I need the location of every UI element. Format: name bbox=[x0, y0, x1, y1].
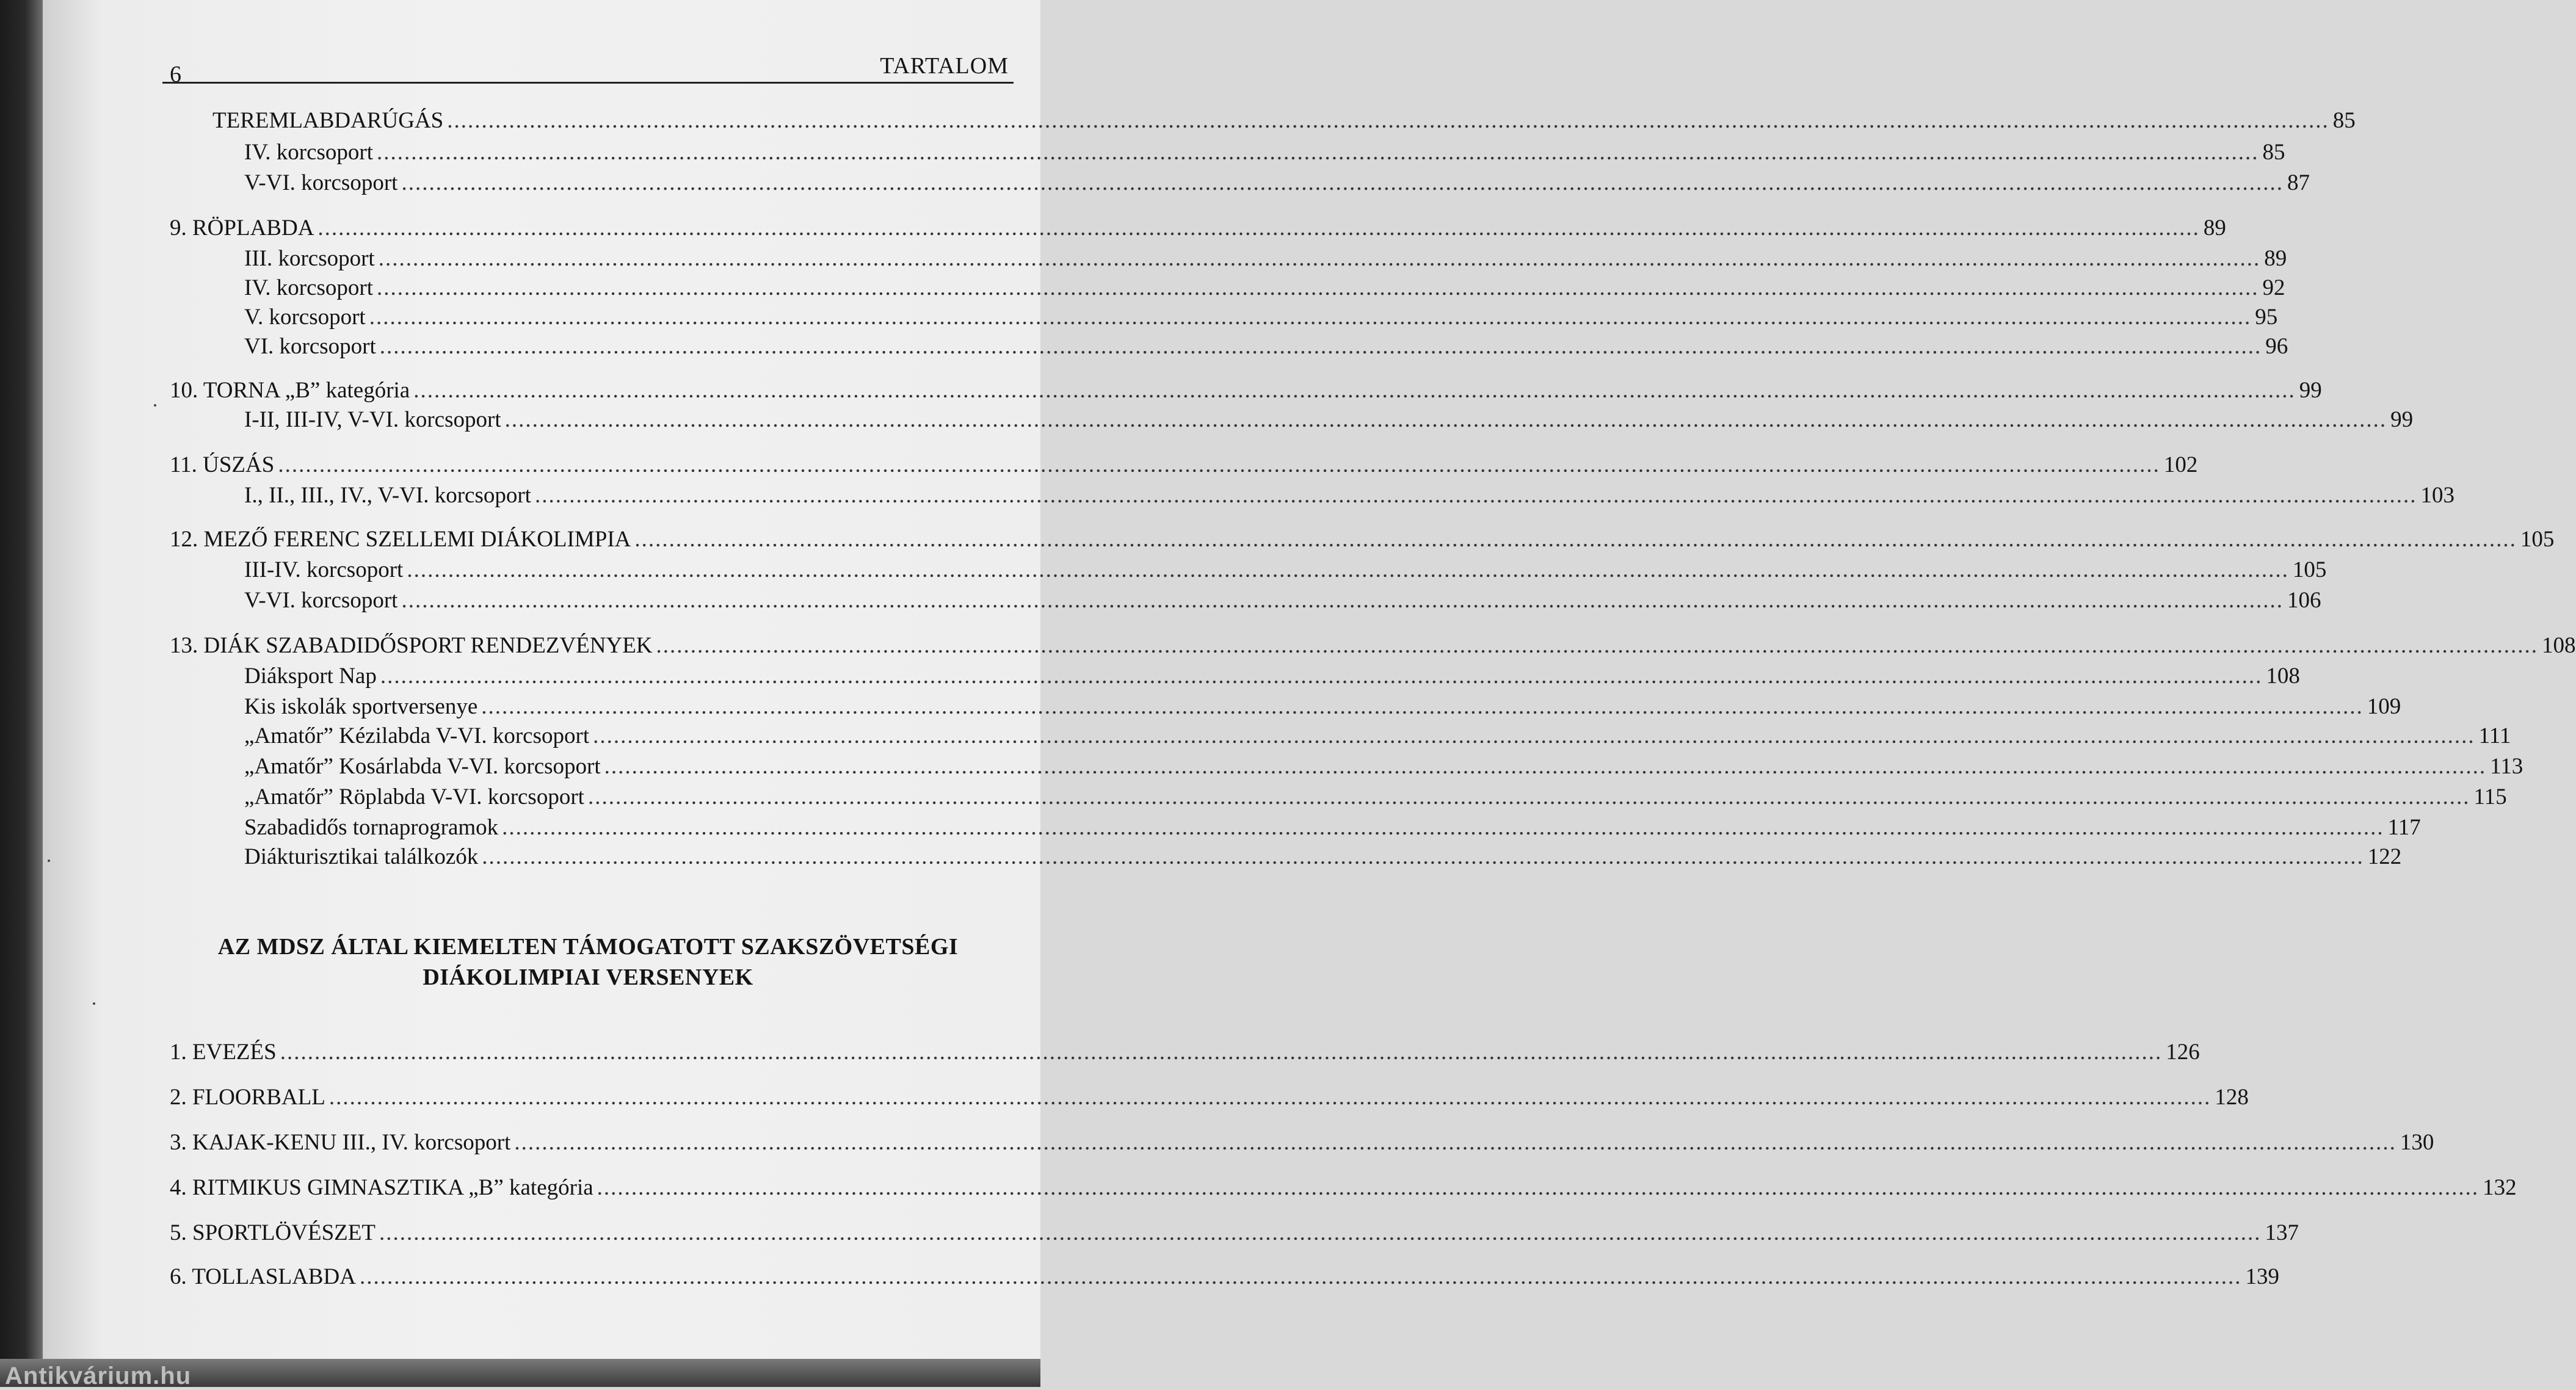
paper-speck bbox=[154, 404, 156, 407]
leader-dots: .................................................................................................................................................................................................................................................................................. bbox=[359, 1264, 2242, 1289]
book-spine-shadow bbox=[0, 0, 43, 1387]
toc-page: 122 bbox=[2367, 844, 2402, 869]
section-heading-line2: DIÁKOLIMPIAI VERSENYEK bbox=[423, 965, 753, 990]
toc-page: 99 bbox=[2299, 378, 2322, 403]
toc-label: V-VI. korcsoport bbox=[244, 588, 398, 613]
toc-entry bbox=[244, 245, 2287, 272]
toc-page: 89 bbox=[2203, 215, 2226, 241]
leader-dots: .................................................................................................................................................................................................................................................................................. bbox=[280, 1040, 2163, 1065]
leader-dots: .................................................................................................................................................................................................................................................................................. bbox=[378, 246, 2261, 271]
toc-label: Diákturisztikai találkozók bbox=[244, 844, 479, 869]
toc-entry bbox=[170, 452, 2198, 479]
toc-label: IV. korcsoport bbox=[244, 140, 374, 165]
toc-label: 11. ÚSZÁS bbox=[170, 452, 275, 477]
leader-dots: .................................................................................................................................................................................................................................................................................. bbox=[328, 1085, 2211, 1110]
toc-page: 108 bbox=[2542, 633, 2576, 658]
leader-dots: .................................................................................................................................................................................................................................................................................. bbox=[377, 140, 2259, 165]
leader-dots: .................................................................................................................................................................................................................................................................................. bbox=[380, 664, 2263, 689]
toc-entry bbox=[170, 215, 2226, 242]
toc-label: IV. korcsoport bbox=[244, 275, 374, 300]
leader-dots: .................................................................................................................................................................................................................................................................................. bbox=[634, 527, 2517, 552]
toc-entry bbox=[170, 1220, 2299, 1247]
toc-page: 109 bbox=[2367, 694, 2401, 719]
leader-dots: .................................................................................................................................................................................................................................................................................. bbox=[278, 452, 2160, 477]
toc-page: 132 bbox=[2483, 1175, 2517, 1200]
toc-label: 5. SPORTLÖVÉSZET bbox=[170, 1220, 376, 1245]
toc-entry bbox=[244, 407, 2414, 433]
leader-dots: .................................................................................................................................................................................................................................................................................. bbox=[401, 588, 2284, 613]
toc-page: 96 bbox=[2265, 334, 2288, 359]
leader-dots: .................................................................................................................................................................................................................................................................................. bbox=[534, 483, 2417, 508]
toc-label: III-IV. korcsoport bbox=[244, 557, 404, 582]
toc-page: 92 bbox=[2262, 275, 2285, 300]
toc-page: 105 bbox=[2292, 557, 2327, 582]
toc-page: 89 bbox=[2264, 246, 2287, 271]
toc-page: 105 bbox=[2520, 527, 2555, 552]
toc-page: 139 bbox=[2245, 1264, 2279, 1289]
toc-entry bbox=[244, 482, 2454, 509]
toc-label: Diáksport Nap bbox=[244, 664, 377, 689]
toc-entry bbox=[170, 632, 2576, 659]
toc-page: 113 bbox=[2490, 754, 2523, 779]
toc-page: 128 bbox=[2215, 1085, 2249, 1110]
toc-entry bbox=[212, 107, 2356, 134]
toc-label: 12. MEZŐ FERENC SZELLEMI DIÁKOLIMPIA bbox=[170, 527, 631, 552]
toc-page: 117 bbox=[2387, 815, 2421, 840]
toc-label: „Amatőr” Kosárlabda V-VI. korcsoport bbox=[244, 754, 601, 779]
toc-page: 85 bbox=[2262, 140, 2285, 165]
toc-page: 111 bbox=[2478, 723, 2511, 748]
leader-dots: .................................................................................................................................................................................................................................................................................. bbox=[597, 1175, 2480, 1200]
toc-label: I-II, III-IV, V-VI. korcsoport bbox=[244, 407, 501, 432]
leader-dots: .................................................................................................................................................................................................................................................................................. bbox=[413, 378, 2296, 403]
toc-entry bbox=[170, 377, 2322, 404]
toc-entry bbox=[170, 1039, 2200, 1066]
leader-dots: .................................................................................................................................................................................................................................................................................. bbox=[369, 305, 2252, 330]
leader-dots: .................................................................................................................................................................................................................................................................................. bbox=[482, 844, 2364, 869]
page-number: 6 bbox=[170, 62, 181, 87]
section-heading bbox=[162, 932, 1014, 993]
toc-entry bbox=[244, 587, 2321, 614]
toc-entry bbox=[244, 170, 2310, 197]
header-rule bbox=[162, 82, 1014, 84]
toc-label: V. korcsoport bbox=[244, 305, 366, 330]
leader-dots: .................................................................................................................................................................................................................................................................................. bbox=[656, 633, 2539, 658]
leader-dots: .................................................................................................................................................................................................................................................................................. bbox=[447, 108, 2329, 133]
toc-label: 10. TORNA „B” kategória bbox=[170, 378, 410, 403]
toc-label: 13. DIÁK SZABADIDŐSPORT RENDEZVÉNYEK bbox=[170, 633, 653, 658]
toc-label: VI. korcsoport bbox=[244, 334, 376, 359]
leader-dots: .................................................................................................................................................................................................................................................................................. bbox=[504, 407, 2387, 432]
toc-entry bbox=[244, 304, 2278, 331]
leader-dots: .................................................................................................................................................................................................................................................................................. bbox=[593, 723, 2475, 748]
leader-dots: .................................................................................................................................................................................................................................................................................. bbox=[317, 215, 2200, 241]
paper-speck bbox=[48, 860, 50, 862]
toc-label: V-VI. korcsoport bbox=[244, 170, 398, 195]
toc-entry bbox=[244, 693, 2401, 720]
leader-dots: .................................................................................................................................................................................................................................................................................. bbox=[481, 694, 2364, 719]
toc-page: 106 bbox=[2287, 588, 2321, 613]
leader-dots: .................................................................................................................................................................................................................................................................................. bbox=[587, 784, 2470, 809]
toc-page: 87 bbox=[2287, 170, 2310, 195]
toc-page: 102 bbox=[2163, 452, 2198, 477]
toc-label: „Amatőr” Kézilabda V-VI. korcsoport bbox=[244, 723, 590, 748]
toc-page: 99 bbox=[2390, 407, 2414, 432]
toc-entry bbox=[170, 1129, 2434, 1156]
running-head: TARTALOM bbox=[880, 53, 1009, 79]
leader-dots: .................................................................................................................................................................................................................................................................................. bbox=[379, 334, 2262, 359]
toc-page: 130 bbox=[2400, 1130, 2434, 1155]
leader-dots: .................................................................................................................................................................................................................................................................................. bbox=[514, 1130, 2396, 1155]
section-heading-line1: AZ MDSZ ÁLTAL KIEMELTEN TÁMOGATOTT SZAKSZÖVETSÉGI bbox=[217, 934, 959, 960]
toc-page: 103 bbox=[2420, 483, 2454, 508]
toc-label: Szabadidős tornaprogramok bbox=[244, 815, 499, 840]
leader-dots: .................................................................................................................................................................................................................................................................................. bbox=[604, 754, 2487, 779]
leader-dots: .................................................................................................................................................................................................................................................................................. bbox=[377, 275, 2259, 300]
toc-entry bbox=[244, 784, 2507, 811]
watermark-text: Antikvárium.hu bbox=[5, 1363, 192, 1389]
toc-entry bbox=[244, 753, 2523, 780]
toc-entry bbox=[244, 557, 2327, 584]
toc-label: TEREMLABDARÚGÁS bbox=[212, 108, 444, 133]
toc-label: Kis iskolák sportversenye bbox=[244, 694, 478, 719]
toc-page: 85 bbox=[2332, 108, 2356, 133]
toc-page: 108 bbox=[2266, 664, 2300, 689]
toc-page: 126 bbox=[2166, 1040, 2200, 1065]
leader-dots: .................................................................................................................................................................................................................................................................................. bbox=[379, 1220, 2262, 1245]
toc-entry bbox=[244, 844, 2402, 871]
toc-entry bbox=[170, 1175, 2517, 1201]
toc-label: 9. RÖPLABDA bbox=[170, 215, 314, 241]
toc-page: 137 bbox=[2265, 1220, 2299, 1245]
toc-entry bbox=[170, 526, 2555, 553]
toc-entry bbox=[244, 663, 2300, 690]
leader-dots: .................................................................................................................................................................................................................................................................................. bbox=[401, 170, 2284, 195]
leader-dots: .................................................................................................................................................................................................................................................................................. bbox=[407, 557, 2289, 582]
toc-label: 3. KAJAK-KENU III., IV. korcsoport bbox=[170, 1130, 511, 1155]
toc-label: III. korcsoport bbox=[244, 246, 375, 271]
toc-entry bbox=[244, 333, 2288, 360]
toc-entry bbox=[170, 1264, 2279, 1290]
toc-page: 115 bbox=[2473, 784, 2507, 809]
toc-entry bbox=[244, 275, 2285, 302]
toc-label: I., II., III., IV., V-VI. korcsoport bbox=[244, 483, 531, 508]
toc-label: „Amatőr” Röplabda V-VI. korcsoport bbox=[244, 784, 584, 809]
toc-page: 95 bbox=[2255, 305, 2278, 330]
toc-label: 2. FLOORBALL bbox=[170, 1085, 325, 1110]
toc-entry bbox=[244, 814, 2421, 841]
toc-label: 4. RITMIKUS GIMNASZTIKA „B” kategória bbox=[170, 1175, 593, 1200]
toc-entry bbox=[244, 139, 2285, 166]
toc-entry bbox=[244, 723, 2511, 750]
leader-dots: .................................................................................................................................................................................................................................................................................. bbox=[502, 815, 2384, 840]
paper-speck bbox=[93, 1002, 95, 1005]
toc-label: 6. TOLLASLABDA bbox=[170, 1264, 356, 1289]
toc-label: 1. EVEZÉS bbox=[170, 1040, 277, 1065]
toc-entry bbox=[170, 1084, 2249, 1111]
